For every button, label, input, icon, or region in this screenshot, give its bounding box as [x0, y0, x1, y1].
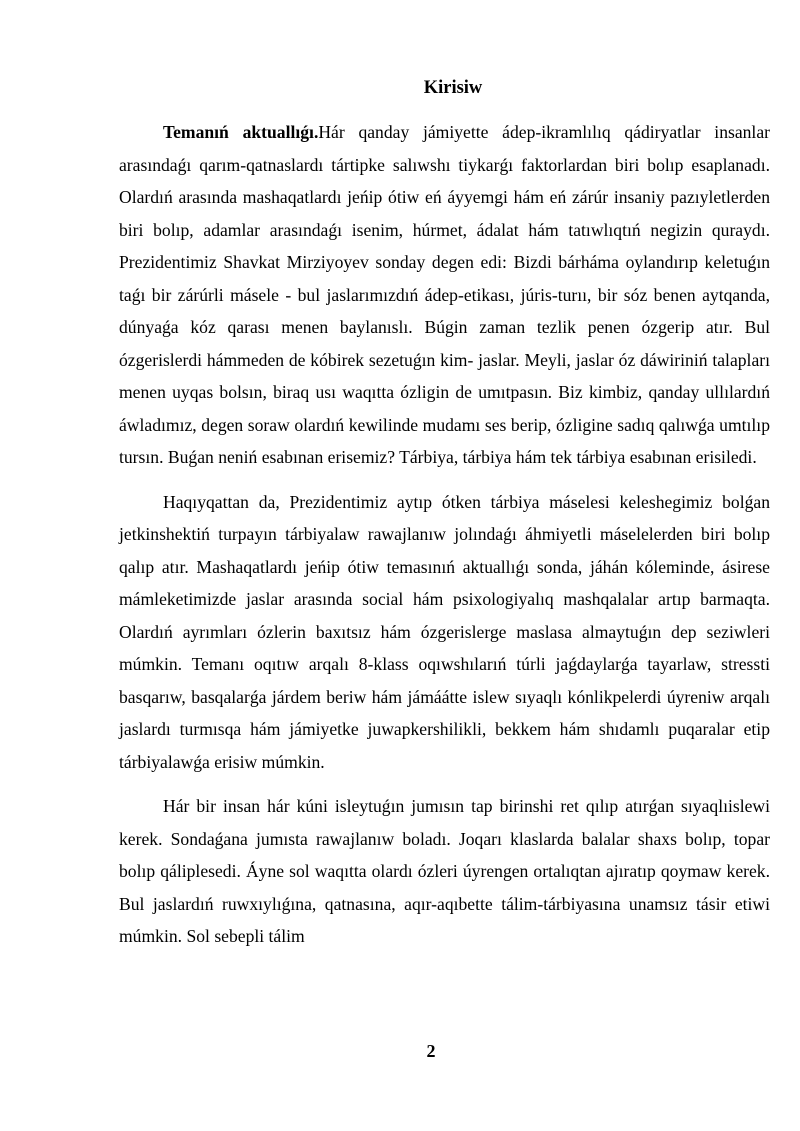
- paragraph-2-text: Haqıyqattan da, Prezidentimiz aytıp ótken tárbiya máselesi keleshegimiz bolǵan jetkinshektiń turpayın tárbiyalaw rawajlanıw jolındaǵı áhmiyetli máselelerden biri bolıp qalıp atır. Mashaqatlardı jeńip ótiw temasınıń aktuallıǵı sonda, jáhán kóleminde, ásirese mámleketimizde jaslar arasında social hám psixologiyalıq mashqalalar artıp barmaqta. Olardıń ayrımları ózlerin baxıtsız hám ózgerislerge maslasa almaytuǵın dep seziwleri múmkin. Temanı oqıtıw arqalı 8-klass oqıwshılarıń túrli jaǵdaylarǵa tayarlaw, stressti basqarıw, basqalarǵa járdem beriw hám jámáátte islew sıyaqlı kónlikpelerdi úyreniw arqalı jaslardı turmısqa hám jámiyetke juwapkershilikli, bekkem hám shıdamlı puqaralar etip tárbiyalawǵa erisiw múmkin.: [119, 491, 770, 772]
- page-title: Kirisiw: [423, 78, 483, 98]
- paragraph-1-lead: Temanıń aktuallıǵı.: [163, 122, 319, 142]
- page-number: 2: [426, 1041, 436, 1061]
- paragraph-1: [119, 116, 770, 474]
- paragraph-2: [119, 486, 770, 779]
- paragraph-3: [119, 790, 770, 953]
- body-text: [119, 116, 770, 953]
- paragraph-3-text: Hár bir insan hár kúni isleytuǵın jumısın tap birinshi ret qılıp atırǵan sıyaqlıislewi kerek. Sondaǵana jumısta rawajlanıw boladı. Joqarı klaslarda balalar shaxs bolıp, topar bolıp qáliplesedi. Áyne sol waqıtta olardı ózleri úyrengen ortalıqtan ajıratıp qoymaw kerek. Bul jaslardıń ruwxıylıǵına, qatnasına, aqır-aqıbette tálim-tárbiyasına unamsız tásir etiwi múmkin. Sol sebepli tálim: [119, 796, 770, 946]
- paragraph-1-text: Hár qanday jámiyette ádep-ikramlılıq qádiryatlar insanlar arasındaǵı qarım-qatnaslardı tártipke salıwshı tiykarǵı faktorlardan biri bolıp esaplanadı. Olardıń arasında mashaqatlardı jeńip ótiw eń áyyemgi hám eń zárúr insaniy pazıyletlerden biri bolıp, adamlar arasındaǵı isenim, húrmet, ádalat hám tatıwlıqtıń negizin quraydı. Prezidentimiz Shavkat Mirziyoyev sonday degen edi: Bizdi bárháma oylandırıp keletuǵın taǵı bir zárúrli másele - bul jaslarımızdıń ádep-etikası, júris-turıı, bir sóz benen aytqanda, dúnyaǵa kóz qarası menen baylanıslı. Búgin zaman tezlik penen ózgerip atır. Bul ózgerislerdi hámmeden de kóbirek sezetuǵın kim- jaslar. Meyli, jaslar óz dáwiriniń talapları menen uyqas bolsın, biraq usı waqıtta ózligin de umıtpasın. Biz kimbiz, qanday ullılardıń áwladımız, degen soraw olardıń kewilinde mudamı ses berip, ózligine sadıq qalıwǵa umtılıp tursın. Buǵan neniń esabınan erisemiz? Tárbiya, tárbiya hám tek tárbiya esabınan erisiledi.: [119, 122, 770, 467]
